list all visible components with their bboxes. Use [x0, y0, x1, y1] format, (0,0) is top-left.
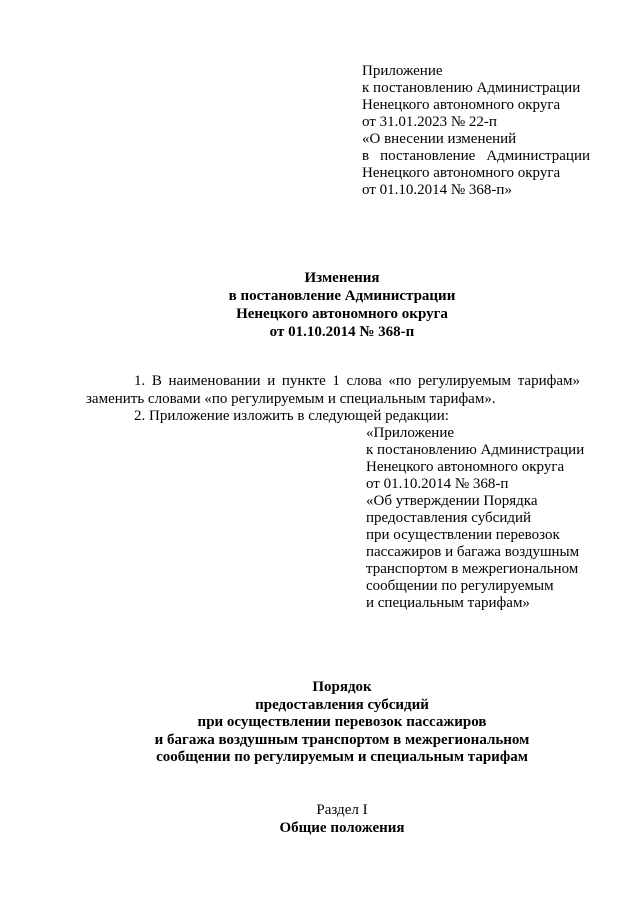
procedure-title-line: и багажа воздушным транспортом в межрегиональном: [154, 731, 530, 748]
section-number: Раздел I: [316, 802, 368, 818]
procedure-title: [86, 679, 598, 767]
new-appendix-header-line: транспортом в межрегиональном: [366, 561, 579, 577]
appendix-header-line: к постановлению Администрации: [362, 80, 581, 96]
new-appendix-header-line: предоставления субсидий: [366, 510, 532, 526]
new-appendix-header-line: при осуществлении перевозок: [366, 527, 560, 543]
new-appendix-header-line: Ненецкого автономного округа: [366, 459, 565, 475]
appendix-header-line: в постановление Администрации: [362, 148, 590, 164]
procedure-title-line: при осуществлении перевозок пассажиров: [197, 714, 487, 730]
appendix-header-line: от 01.10.2014 № 368-п»: [362, 182, 512, 198]
document-title-line: в постановление Администрации: [228, 288, 456, 304]
new-appendix-header-line: к постановлению Администрации: [366, 442, 585, 458]
new-appendix-header-line: от 01.10.2014 № 368-п: [366, 476, 509, 492]
procedure-title-line: предоставления субсидий: [255, 696, 429, 713]
new-appendix-header-line: пассажиров и багажа воздушным: [366, 544, 580, 560]
document-title: [86, 269, 598, 341]
appendix-header: [362, 63, 590, 199]
procedure-title-line: сообщении по регулируемым и специальным тарифам: [156, 749, 528, 765]
appendix-header-line: от 31.01.2023 № 22-п: [362, 114, 497, 130]
item-2-text: 2. Приложение изложить в следующей редакции:: [134, 408, 449, 424]
amendment-body: [86, 373, 580, 426]
section-heading: [86, 801, 598, 837]
new-appendix-header-line: и специальным тарифам»: [366, 595, 530, 611]
appendix-header-line: «О внесении изменений: [362, 131, 517, 147]
new-appendix-header-line: «Приложение: [366, 425, 455, 441]
item-1-text-continued: заменить словами «по регулируемым и специальным тарифам».: [86, 390, 496, 407]
item-1-text: 1. В наименовании и пункте 1 слова «по регулируемым тарифам»: [134, 373, 580, 389]
appendix-header-line: Приложение: [362, 63, 443, 79]
new-appendix-header: [366, 425, 596, 612]
section-name: Общие положения: [279, 820, 405, 836]
appendix-header-line: Ненецкого автономного округа: [362, 165, 561, 181]
new-appendix-header-line: сообщении по регулируемым: [366, 578, 554, 594]
document-title-line: Ненецкого автономного округа: [236, 306, 448, 322]
appendix-header-line: Ненецкого автономного округа: [362, 97, 561, 113]
new-appendix-header-line: «Об утверждении Порядка: [366, 493, 538, 509]
document-title-line: от 01.10.2014 № 368-п: [269, 324, 415, 340]
procedure-title-line: Порядок: [312, 679, 372, 695]
document-title-line: Изменения: [304, 270, 380, 286]
